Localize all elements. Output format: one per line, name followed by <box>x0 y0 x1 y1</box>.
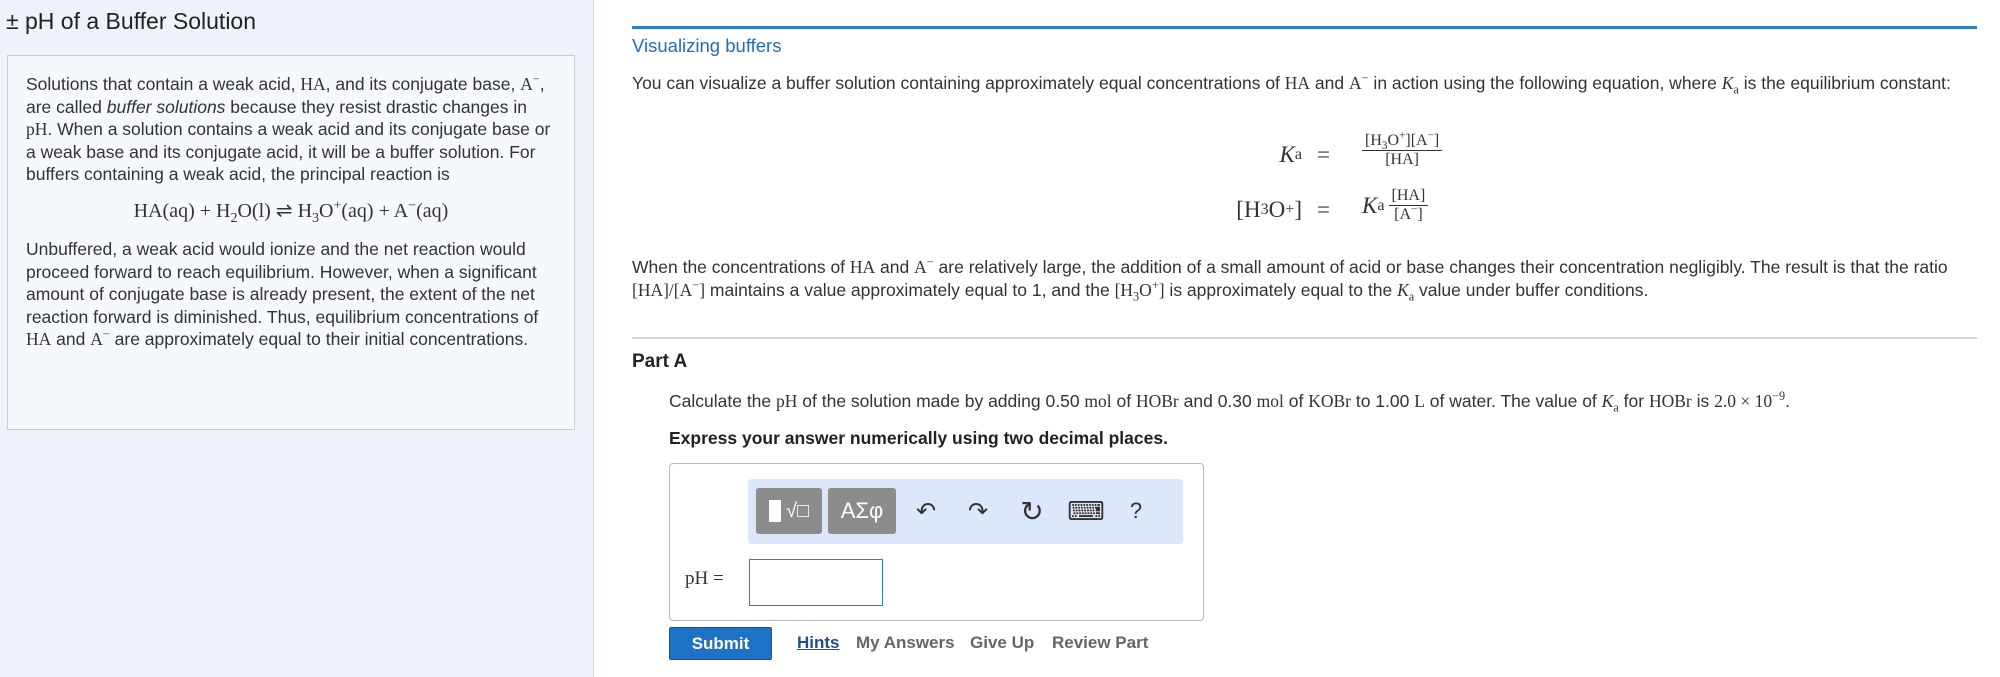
review-part-link[interactable]: Review Part <box>1052 633 1149 652</box>
intro-box <box>7 55 575 430</box>
reaction-equation: $HA(aq) + H_2O(l)$ ⇌ $H_3O^+(aq) + A^-(aq)$ <box>133 197 449 226</box>
section-title: Visualizing buffers <box>632 35 782 56</box>
answer-instruction: Express your answer numerically using two decimal places. <box>669 428 1168 448</box>
ka-fraction: $\frac{[H_3O^+][A^-]}{[HA]}$ <box>1362 132 1442 169</box>
keyboard-icon[interactable]: ⌨ <box>1067 495 1105 526</box>
templates-button[interactable] <box>756 488 822 534</box>
main-panel <box>632 0 1977 677</box>
give-up-link[interactable]: Give Up <box>970 633 1035 652</box>
explanation-paragraph-2: When the concentrations of HA and A− are relatively large, the addition of a small amount of acid or base changes their concentration negligibly. The result is that the ratio [HA]/[A−] maintains a value approximately equal to 1, and the $[H_3O^+]$ is approximately equal to the $K_a$ value under buffer conditions. <box>632 255 1948 304</box>
part-divider <box>632 337 1977 339</box>
section-divider <box>632 26 1977 29</box>
h3o-lhs: [H 3 O + ] <box>1236 197 1302 222</box>
template-block-icon <box>769 500 781 522</box>
submit-button[interactable]: Submit <box>669 627 772 660</box>
ka-lhs: K a <box>1279 142 1302 167</box>
redo-icon[interactable]: ↷ <box>967 497 989 525</box>
ka-equations <box>1172 130 1502 240</box>
answer-box <box>669 463 1204 621</box>
sqrt-template-icon: √□ <box>785 499 810 522</box>
intro-paragraph-2: Unbuffered, a weak acid would ionize and the net reaction would proceed forward to reach equilibrium. However, when a significant amount of conjugate base is already present, the extent of the net reaction forward is diminished. Thus, equilibrium concentrations of HA and A− are approximately equal to their initial concentrations. <box>26 239 539 349</box>
intro-paragraph-1: Solutions that contain a weak acid, HA, and its conjugate base, A−, are called buffer solutions because they resist drastic changes in pH. When a solution contains a weak acid and its conjugate base or a weak base and its conjugate acid, it will be a buffer solution. For buffers containing a weak acid, the principal reaction is <box>26 72 551 184</box>
help-icon[interactable]: ? <box>1129 498 1143 523</box>
page-title: ± pH of a Buffer Solution <box>6 8 257 34</box>
symbols-button[interactable]: ΑΣφ <box>828 488 896 534</box>
ph-answer-input[interactable] <box>749 559 883 606</box>
my-answers-link[interactable]: My Answers <box>856 633 955 652</box>
undo-icon[interactable]: ↶ <box>915 497 937 525</box>
part-label: Part A <box>632 351 688 372</box>
question-text: Calculate the pH of the solution made by adding 0.50 mol of HOBr and 0.30 mol of KOBr to 1.00 L of water. The value of $K_a$ for HOBr is $2.0 \times 10^{-9}$. <box>669 389 1791 415</box>
math-toolbar <box>748 479 1183 544</box>
reset-icon[interactable]: ↻ <box>1020 495 1044 527</box>
intro-panel <box>0 0 594 677</box>
explanation-paragraph-1: You can visualize a buffer solution containing approximately equal concentrations of HA and A− in action using the following equation, where $K_a$ is the equilibrium constant: <box>632 71 1951 97</box>
equals-sign: = <box>1317 142 1330 167</box>
ph-label: pH = <box>685 568 724 589</box>
h3o-rhs: K a $\frac{[HA]}{[A^-]}$ <box>1362 187 1428 224</box>
equals-sign: = <box>1317 197 1330 222</box>
hints-link[interactable]: Hints <box>797 633 840 652</box>
